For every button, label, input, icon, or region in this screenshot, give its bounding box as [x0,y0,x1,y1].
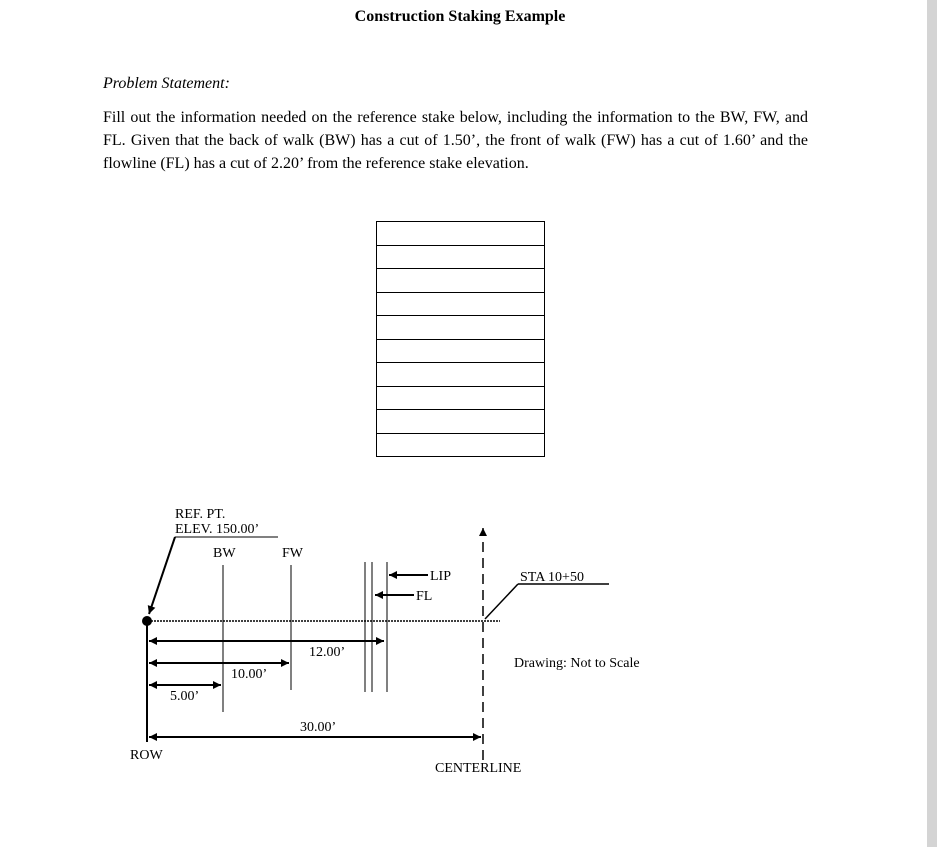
reference-point [142,616,152,626]
bw-label: BW [213,546,236,561]
problem-statement: Fill out the information needed on the reference stake below, including the information to the BW, FW, and FL. Given that the back of walk (BW) has a cut of 1.50’, the front of walk (FW) has a cut of 1.60’ and the flowline (FL) has a cut of 2.20’ from the reference stake elevation. [103,109,808,172]
problem-heading: Problem Statement: [103,75,230,92]
dim-5-label: 5.00’ [170,689,200,704]
ref-leader [149,537,175,614]
row-label: ROW [130,748,163,763]
centerline-label: CENTERLINE [435,761,522,776]
ref-pt-label: REF. PT. [175,507,226,522]
sta-label: STA 10+50 [520,570,584,585]
dim-30-label: 30.00’ [300,720,337,735]
fl-label: FL [416,589,433,604]
sta-leader-diag [485,584,518,619]
fw-label: FW [282,546,303,561]
page-title: Construction Staking Example [354,8,566,25]
scrollbar[interactable] [927,0,937,847]
scale-note: Drawing: Not to Scale [514,656,640,671]
dim-12-label: 12.00’ [309,645,346,660]
ref-elev-label: ELEV. 150.00’ [175,522,260,537]
lip-label: LIP [430,569,451,584]
dim-10-label: 10.00’ [231,667,268,682]
